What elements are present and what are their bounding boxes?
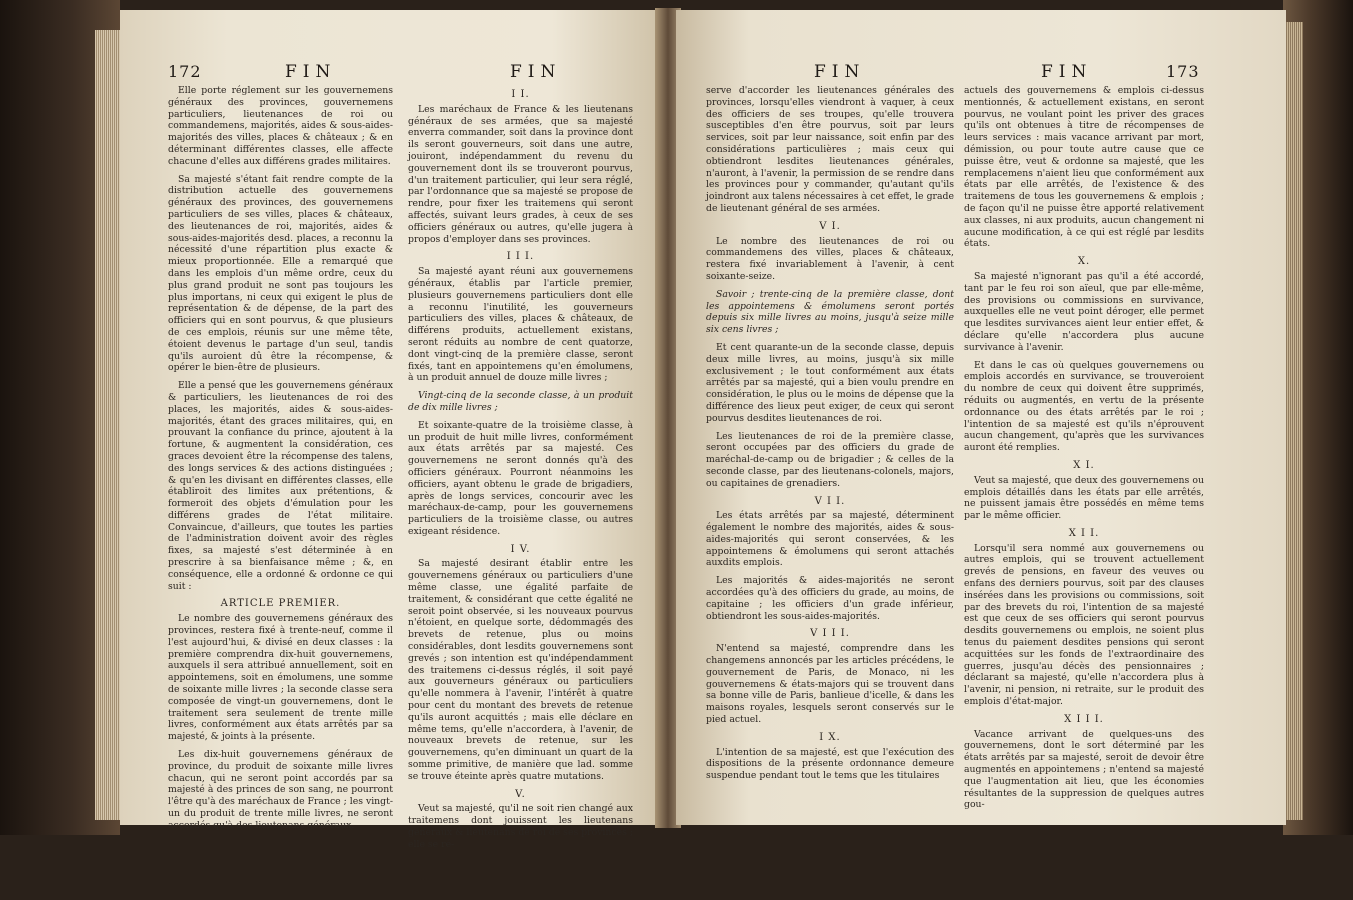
paragraph: Savoir ; trente-cinq de la première classe, dont les appointemens & émolumens seront portés depuis six mille livres au moins, jusqu'à seize mille six cens livres ; [706, 288, 954, 336]
section-number: I I I. [506, 251, 535, 263]
right-column-1 [706, 85, 954, 900]
paragraph: N'entend sa majesté, comprendre dans les changemens annoncés par les articles précédens, le gouvernement de Paris, de Monaco, ni les gouvernemens & états-majors qui se trouvent dans sa bonne ville de Paris, banlieue d'icelle, & dans les maisons royales, lesquels seront conservés sur le pied actuel. [706, 643, 954, 726]
page-number-right: 173 [1166, 62, 1200, 81]
running-head-left-col2: FIN [510, 62, 562, 82]
section-number: I X. [819, 731, 841, 743]
left-column-1 [168, 85, 393, 900]
paragraph: Les lieutenances de roi de la première classe, seront occupées par des officiers du grade de maréchal-de-camp ou de brigadier ; & celles de la seconde classe, par des lieutenans-colonels, majors, ou capitaines de grenadiers. [706, 430, 954, 489]
right-column-2 [964, 85, 1204, 900]
paragraph: Et cent quarante-un de la seconde classe, depuis deux mille livres, au moins, jusqu'à six mille exclusivement ; le tout conformément aux états arrêtés par sa majesté, qui a bien voulu prendre en considération, le plus ou le moins de dépense que la différence des lieux peut exiger, de ceux qui seront pourvus desdites lieutenances de roi. [706, 341, 954, 424]
paragraph: L'intention de sa majesté, est que l'exécution des dispositions de la présente ordonnance demeure suspendue pendant tout le tems que les titulaires [706, 746, 954, 782]
section-number: I I. [511, 89, 530, 100]
paragraph: Elle a pensé que les gouvernemens généraux & particuliers, les lieutenances de roi des places, les majorités, aides & sous-aides-majorités, étant des graces militaires, qui, en prouvant la confiance du prince, ajoutent à la fortune, & augmentent la considération, ces graces devoient être la récompense des talens, des longs services & des actions distinguées ; & qu'en les divisant en différentes classes, elle établiroit des limites aux prétentions, & formeroit des objets d'émulation pour les différens grades de l'état militaire. Convaincue, d'ailleurs, que toutes les parties de l'administration doivent avoir des règles fixes, sa majesté s'est déterminée à en prescrire à sa bienfaisance même ; &, en conséquence, elle a ordonné & ordonne ce qui suit : [168, 380, 393, 592]
paragraph: Lorsqu'il sera nommé aux gouvernemens ou autres emplois, qui se trouvent actuellement grevés de pensions, en faveur des veuves ou enfans des derniers pourvus, soit par des clauses insérées dans les provisions ou commissions, soit par des brevets du roi, l'intention de sa majesté est que ceux de ses officiers qui seront pourvus desdits gouvernemens ou emplois, ne soient plus tenus du paiement desdites pensions qui seront acquittées sur les fonds de l'extraordinaire des guerres, jusqu'au décès des pensionnaires ; déclarant sa majesté, qu'elle n'accordera plus à l'avenir, ni pension, ni retraite, sur le produit des emplois d'état-major. [964, 542, 1204, 708]
article-heading: ARTICLE PREMIER. [220, 598, 341, 610]
section-number: X I. [1073, 459, 1095, 471]
running-head-right-col1: FIN [814, 62, 866, 82]
paragraph: Veut sa majesté, qu'il ne soit rien changé aux traitemens dont jouissent les lieutenans généraux & lieutenans de roi de ses provinces ; elle se ré- [408, 803, 633, 850]
running-head-left-col1: FIN [285, 62, 337, 82]
section-number: V I I I. [810, 628, 850, 640]
section-number: X. [1077, 256, 1091, 268]
paragraph: Vacance arrivant de quelques-uns des gouvernemens, dont le sort déterminé par les états arrêtés par sa majesté, seroit de devoir être augmentés en appointemens ; n'entend sa majesté que l'augmentation ait lieu, que les économies résultantes de la suppression de quelques autres gou- [964, 728, 1204, 811]
section-number: I V. [510, 543, 531, 555]
running-head-right-col2: FIN [1041, 62, 1093, 82]
paragraph: Elle porte réglement sur les gouvernemens généraux des provinces, gouvernemens particuliers, lieutenances de roi ou commandemens, majorités, aides & sous-aides-majorités des villes, places & châteaux ; & en déterminant différentes classes, elle affecte chacune d'elles aux différens grades militaires. [168, 85, 393, 167]
paragraph: Les maréchaux de France & les lieutenans généraux de ses armées, que sa majesté enverra commander, soit dans la province dont ils seront gouverneurs, soit dans une autre, jouiront, indépendamment du revenu du gouvernement dont ils se trouveront pourvus, d'un traitement particulier, qui leur sera réglé, par l'ordonnance que sa majesté se propose de rendre, pour fixer les traitemens qui seront affectés, suivant leurs grades, à ceux de ses officiers généraux ou autres, qu'elle jugera à propos d'employer dans ses provinces. [408, 103, 633, 245]
paragraph: Les majorités & aides-majorités ne seront accordées qu'à des officiers du grade, au moins, de capitaine ; les officiers d'un grade inférieur, obtiendront les sous-aides-majorités. [706, 575, 954, 622]
right-page [676, 10, 1286, 825]
paragraph: actuels des gouvernemens & emplois ci-dessus mentionnés, & actuellement existans, en seront pourvus, ne voulant point les priver des graces qu'ils ont obtenues à titre de récompenses de leurs services : mais vacance arrivant par mort, démission, ou pour toute autre cause que ce puisse être, veut & ordonne sa majesté, que les remplacemens n'aient lieu que conformément aux états par elle arrêtés, de l'existence & des traitemens de tous les gouvernemens & emplois ; de façon qu'il ne puisse être apporté relativement aux classes, ni aux produits, aucun changement ni aucune modification, à ce qui est réglé par lesdits états. [964, 85, 1204, 250]
paragraph: Le nombre des lieutenances de roi ou commandemens des villes, places & châteaux, restera fixé invariablement à l'avenir, à cent soixante-seize. [706, 235, 954, 282]
section-number: V. [515, 788, 526, 800]
left-column-2 [408, 85, 633, 900]
paragraph: Sa majesté desirant établir entre les gouvernemens généraux ou particuliers d'une même classe, une égalité parfaite de traitement, & considérant que cette égalité ne seroit point observée, si les nouveaux pourvus n'étoient, en quelque sorte, dédommagés des brevets de retenue, plus ou moins considérables, dont lesdits gouvernemens sont grevés ; son intention est qu'indépendamment des traitemens ci-dessus réglés, il soit payé aux gouverneurs généraux ou particuliers qu'elle nommera à l'avenir, l'intérêt à quatre pour cent du montant des brevets de retenue qu'ils auront acquittés ; mais elle déclare en même tems, qu'elle n'accordera, à l'avenir, de nouveaux brevets de retenue, sur les gouvernemens, qu'en diminuant un quart de la somme primitive, de manière que lad. somme se trouve éteinte après quatre mutations. [408, 558, 633, 782]
paragraph: Sa majesté n'ignorant pas qu'il a été accordé, tant par le feu roi son aïeul, que par elle-même, des provisions ou commissions en survivance, auxquelles elle ne veut point déroger, elle permet que lesdites survivances aient leur entier effet, & déclare qu'elle n'accordera plus aucune survivance à l'avenir. [964, 270, 1204, 353]
section-number: V I. [819, 220, 841, 232]
paragraph: Sa majesté s'étant fait rendre compte de la distribution actuelle des gouvernemens généraux des provinces, des gouvernemens particuliers de ses villes, places & châteaux, des lieutenances de roi, majorités, aides & sous-aides-majorités desd. places, a reconnu la nécessité d'une répartition plus exacte & mieux proportionnée. Elle a remarqué que dans les emplois d'un même ordre, ceux du plus grand produit ne sont pas toujours les plus importans, ni ceux qui exigent le plus de représentation & de dépense, de la part des officiers qui en sont pourvus, & que plusieurs de ces emplois, réunis sur une même tête, étoient devenus le partage d'un seul, tandis qu'ils auroient dû être la récompense, & opérer le bien-être de plusieurs. [168, 173, 393, 374]
paragraph: Vingt-cinq de la seconde classe, à un produit de dix mille livres ; [408, 390, 633, 413]
paragraph: Sa majesté ayant réuni aux gouvernemens généraux, établis par l'article premier, plusieurs gouvernemens particuliers dont elle a reconnu l'inutilité, les gouverneurs particuliers des villes, places & châteaux, de différens produits, actuellement existans, seront réduits au nombre de cent quatorze, dont vingt-cinq de la première classe, seront fixés, tant en appointemens qu'en émolumens, à un produit annuel de douze mille livres ; [408, 266, 633, 384]
page-number-left: 172 [168, 62, 202, 81]
paragraph: Et soixante-quatre de la troisième classe, à un produit de huit mille livres, conformément aux états arrêtés par sa majesté. Ces gouvernemens ne seront donnés qu'à des officiers généraux. Pourront néanmoins les officiers, ayant obtenu le grade de brigadiers, après de longs services, concourir avec les maréchaux-de-camp, pour les gouvernemens particuliers de la troisième classe, ou autres exigeant résidence. [408, 419, 633, 537]
paragraph: Le nombre des gouvernemens généraux des provinces, restera fixé à trente-neuf, comme il l'est aujourd'hui, & divisé en deux classes : la première comprendra dix-huit gouvernemens, auxquels il sera attribué annuellement, soit en appointemens, soit en émolumens, une somme de soixante mille livres ; la seconde classe sera composée de vingt-un gouvernemens, dont le traitement sera seulement de trente mille livres, conformément aux états arrêtés par sa majesté, & joints à la présente. [168, 613, 393, 743]
section-number: X I I. [1068, 527, 1100, 539]
paragraph: Les états arrêtés par sa majesté, déterminent également le nombre des majorités, aides & sous-aides-majorités qui seront conservées, & les appointemens & émolumens qui seront attachés auxdits emplois. [706, 510, 954, 569]
paragraph: Les dix-huit gouvernemens généraux de province, du produit de soixante mille livres chacun, qui ne seront point accordés par sa majesté à des princes de son sang, ne pourront l'être qu'à des maréchaux de France ; les vingt-un du produit de trente mille livres, ne seront accordés qu'à des lieutenans généraux. [168, 749, 393, 831]
paragraph: Et dans le cas où quelques gouvernemens ou emplois accordés en survivance, se trouveroient du nombre de ceux qui doivent être supprimés, réduits ou augmentés, en vertu de la présente ordonnance ou des états arrêtés par le roi ; l'intention de sa majesté est qu'ils n'éprouvent aucun changement, qu'après que les survivances auront été remplies. [964, 359, 1204, 454]
paragraph: Veut sa majesté, que deux des gouvernemens ou emplois détaillés dans les états par elle arrêtés, ne puissent jamais être possédés en même tems par le même officier. [964, 474, 1204, 522]
paragraph: serve d'accorder les lieutenances générales des provinces, lorsqu'elles viendront à vaquer, à ceux des officiers de ses troupes, qu'elle trouvera susceptibles d'en être pourvus, soit par leurs services, soit par leur naissance, soit enfin par des considérations particulières ; mais ceux qui obtiendront lesdites lieutenances générales, n'auront, à l'avenir, la permission de se rendre dans les provinces pour y commander, qu'autant qu'ils joindront aux talens nécessaires à cet effet, le grade de lieutenant général de ses armées. [706, 85, 954, 214]
section-number: V I I. [814, 495, 846, 507]
section-number: X I I I. [1064, 713, 1104, 725]
left-page [120, 10, 660, 850]
